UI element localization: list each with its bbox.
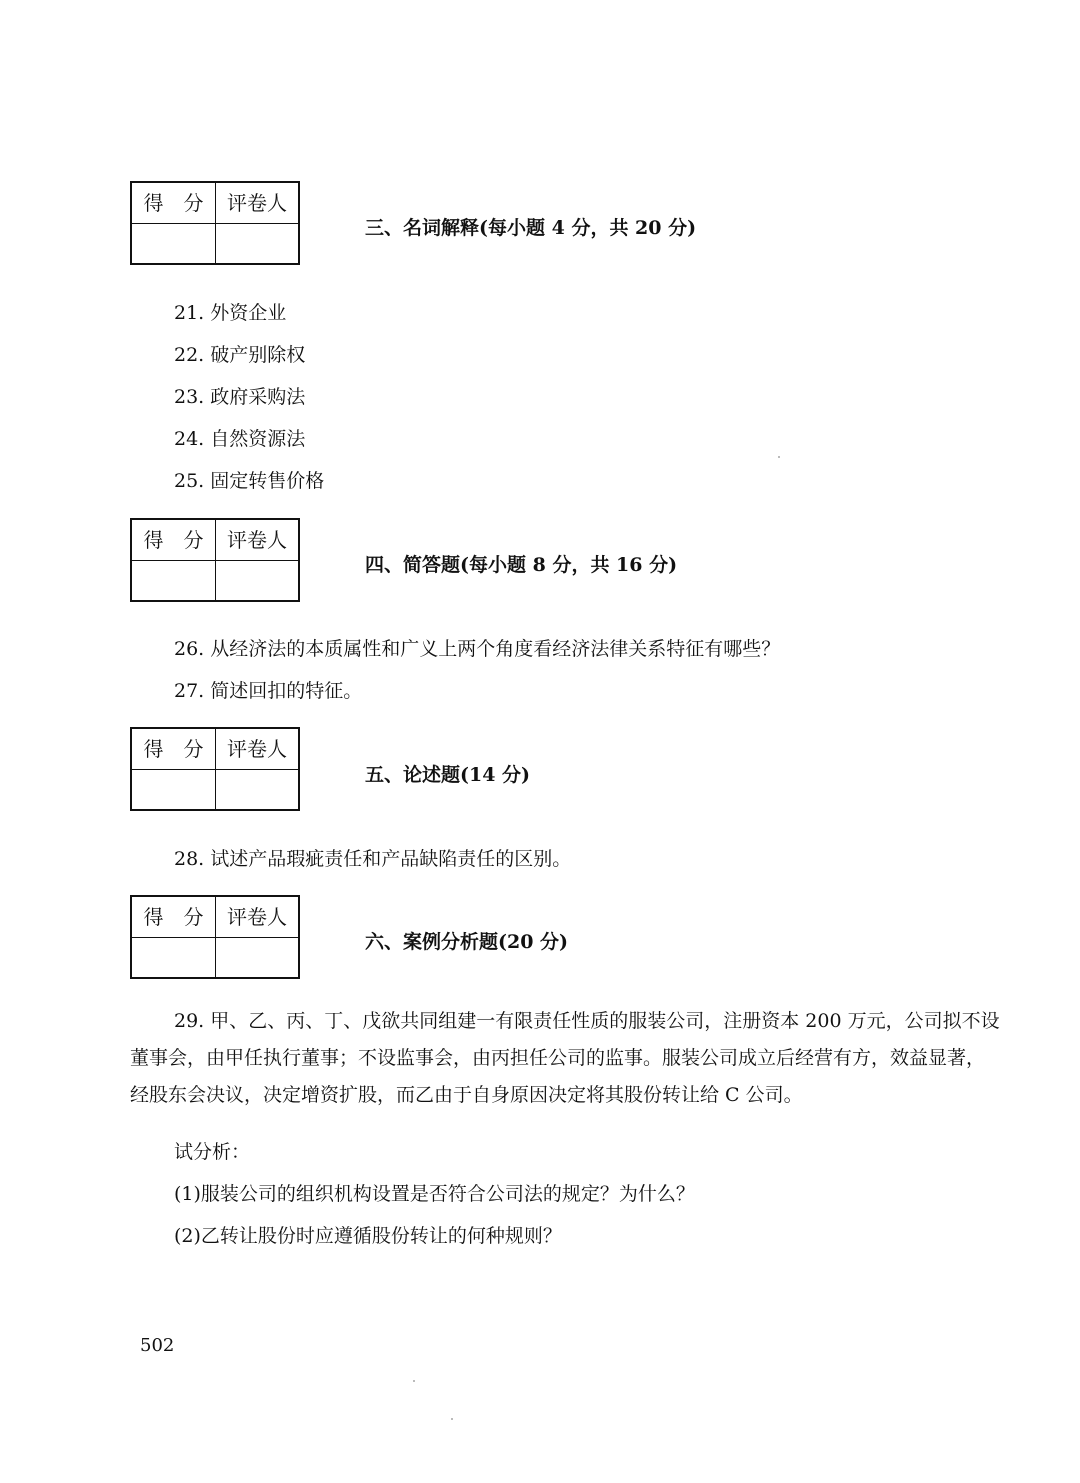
grader-label: 评卷人 <box>216 183 298 224</box>
question-item: 23. 政府采购法 <box>174 386 306 408</box>
section-title: 三、名词解释(每小题 4 分，共 20 分) <box>365 217 697 239</box>
question-item: 26. 从经济法的本质属性和广义上两个角度看经济法律关系特征有哪些？ <box>174 638 781 660</box>
question-item: 22. 破产别除权 <box>174 344 306 366</box>
question-item: 28. 试述产品瑕疵责任和产品缺陷责任的区别。 <box>174 848 572 870</box>
score-box <box>130 181 300 265</box>
scan-speck <box>413 1380 415 1382</box>
score-field[interactable] <box>132 224 216 263</box>
score-label: 得 分 <box>132 729 216 770</box>
page-number: 502 <box>140 1335 175 1356</box>
question-item: (1)服装公司的组织机构设置是否符合公司法的规定？为什么？ <box>174 1183 695 1205</box>
question-item: 24. 自然资源法 <box>174 428 306 450</box>
score-box <box>130 895 300 979</box>
score-field[interactable] <box>132 938 216 977</box>
section-title: 四、简答题(每小题 8 分，共 16 分) <box>365 554 678 576</box>
grader-field[interactable] <box>216 224 298 263</box>
scan-speck <box>451 1418 453 1420</box>
section-title: 五、论述题(14 分) <box>365 764 531 786</box>
section-title: 六、案例分析题(20 分) <box>365 931 569 953</box>
grader-label: 评卷人 <box>216 729 298 770</box>
case-paragraph: 29. 甲、乙、丙、丁、戊欲共同组建一有限责任性质的服装公司，注册资本 200 万元，公司拟不设董事会，由甲任执行董事；不设监事会，由丙担任公司的监事。服装公司成立后经营有方，效益显著，经股东会决议，决定增资扩股，而乙由于自身原因决定将其股份转让给 C 公司。 <box>130 1010 1000 1106</box>
grader-label: 评卷人 <box>216 897 298 938</box>
score-label: 得 分 <box>132 183 216 224</box>
score-field[interactable] <box>132 561 216 600</box>
question-item: 25. 固定转售价格 <box>174 470 325 492</box>
grader-field[interactable] <box>216 561 298 600</box>
question-item: (2)乙转让股份时应遵循股份转让的何种规则？ <box>174 1225 562 1247</box>
question-item: 试分析： <box>174 1141 251 1163</box>
question-item: 21. 外资企业 <box>174 302 287 324</box>
score-field[interactable] <box>132 770 216 809</box>
score-box <box>130 727 300 811</box>
grader-label: 评卷人 <box>216 520 298 561</box>
grader-field[interactable] <box>216 938 298 977</box>
score-label: 得 分 <box>132 520 216 561</box>
grader-field[interactable] <box>216 770 298 809</box>
question-item: 27. 简述回扣的特征。 <box>174 680 363 702</box>
score-label: 得 分 <box>132 897 216 938</box>
score-box <box>130 518 300 602</box>
scan-speck <box>778 456 780 458</box>
